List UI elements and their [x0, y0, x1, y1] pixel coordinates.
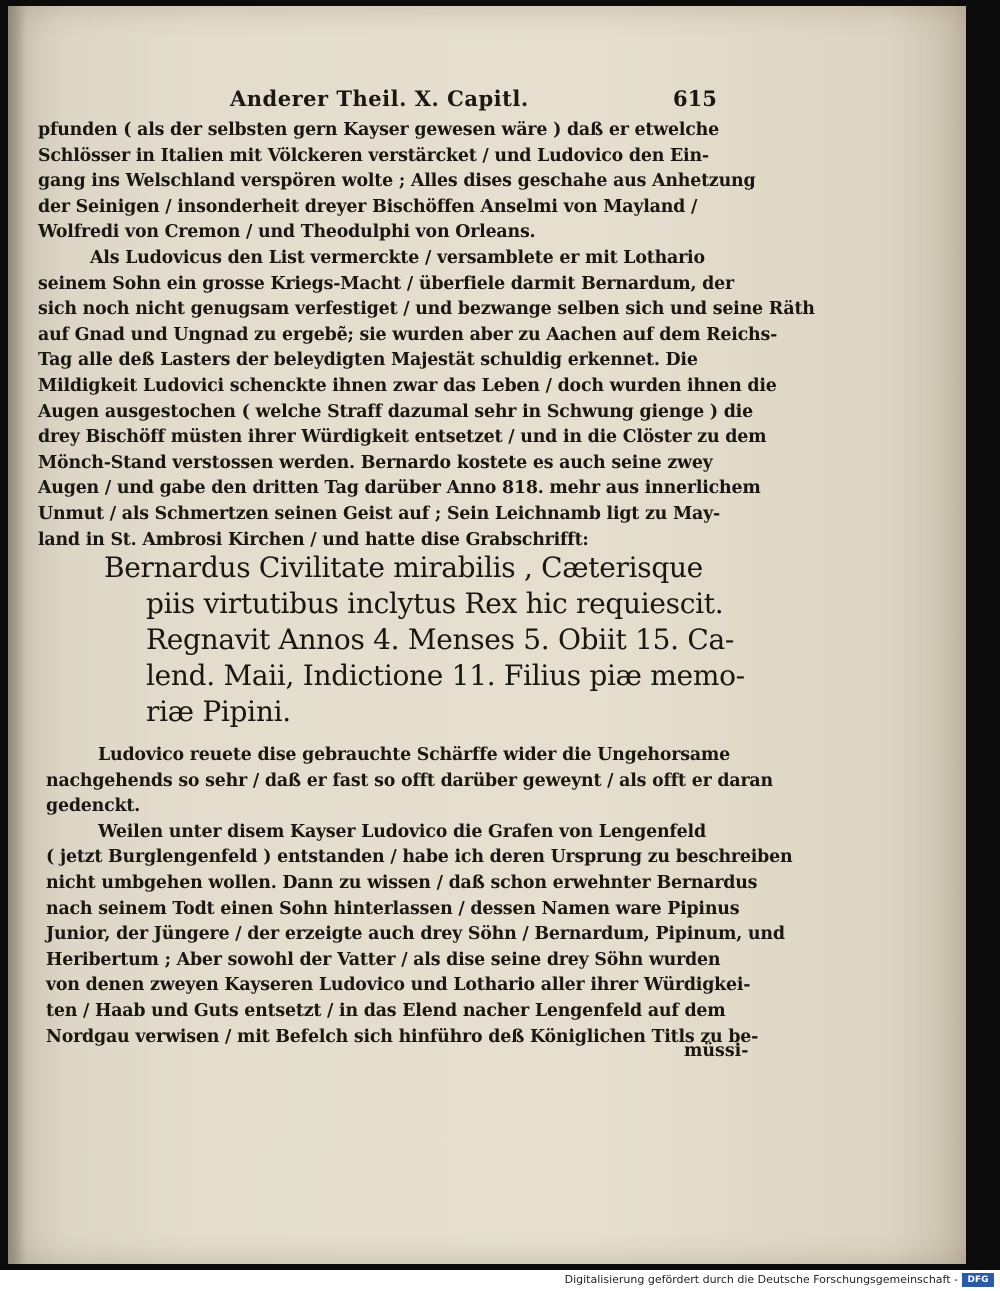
text-line: nach seinem Todt einen Sohn hinterlassen / dessen Namen ware Pipinus: [46, 898, 740, 919]
text-line: land in St. Ambrosi Kirchen / und hatte dise Grabschrifft:: [38, 529, 589, 550]
epitaph-line: lend. Maii, Indictione 11. Filius piæ memo-: [146, 659, 745, 692]
text-line: Augen ausgestochen ( welche Straff dazumal sehr in Schwung gienge ) die: [38, 401, 753, 422]
text-line: Als Ludovicus den List vermerckte / versamblete er mit Lothario: [90, 247, 705, 268]
text-line: gedenckt.: [46, 796, 141, 817]
text-line: drey Bischöff müsten ihrer Würdigkeit entsetzet / und in die Clöster zu dem: [38, 427, 767, 448]
text-line: Augen / und gabe den dritten Tag darüber Anno 818. mehr aus innerlichem: [38, 478, 761, 499]
page-gutter-shadow: [8, 6, 26, 1264]
epitaph-line: riæ Pipini.: [146, 695, 291, 728]
epitaph-line: Regnavit Annos 4. Menses 5. Obiit 15. Ca-: [146, 623, 735, 656]
page-number: 615: [673, 86, 717, 111]
text-line: Unmut / als Schmertzen seinen Geist auf ; Sein Leichnamb ligt zu May-: [38, 503, 721, 524]
footer-bar: [0, 1270, 1000, 1291]
epitaph-line: Bernardus Civilitate mirabilis , Cæterisque: [104, 551, 703, 584]
text-line: Nordgau verwisen / mit Befelch sich hinführo deß Königlichen Titls zu be-: [46, 1026, 759, 1047]
text-line: Heribertum ; Aber sowohl der Vatter / als dise seine drey Söhn wurden: [46, 949, 721, 970]
funding-credit: Digitalisierung gefördert durch die Deutsche Forschungsgemeinschaft -: [564, 1273, 958, 1286]
text-line: auf Gnad und Ungnad zu ergebẽ; sie wurden aber zu Aachen auf dem Reichs-: [38, 324, 778, 345]
text-line: Ludovico reuete dise gebrauchte Schärffe wider die Ungehorsame: [98, 745, 730, 765]
text-line: sich noch nicht genugsam verfestiget / und bezwange selben sich und seine Räth: [38, 299, 815, 320]
catchword: müssi-: [684, 1041, 749, 1061]
text-line: pfunden ( als der selbsten gern Kayser gewesen wäre ) daß er etwelche: [38, 120, 719, 140]
text-line: gang ins Welschland verspören wolte ; Alles dises geschahe aus Anhetzung: [38, 171, 756, 192]
epitaph-line: piis virtutibus inclytus Rex hic requiescit.: [146, 587, 724, 620]
text-line: Tag alle deß Lasters der beleydigten Majestät schuldig erkennet. Die: [38, 350, 698, 371]
book-page: [8, 6, 966, 1264]
text-line: Junior, der Jüngere / der erzeigte auch drey Söhn / Bernardum, Pipinum, und: [46, 924, 785, 945]
text-line: Mönch-Stand verstossen werden. Bernardo kostete es auch seine zwey: [38, 452, 713, 473]
text-line: Weilen unter disem Kayser Ludovico die Grafen von Lengenfeld: [98, 821, 706, 842]
text-line: von denen zweyen Kayseren Ludovico und Lothario aller ihrer Würdigkei-: [46, 975, 751, 996]
dfg-logo-icon: DFG: [962, 1273, 994, 1287]
text-line: nachgehends so sehr / daß er fast so offt darüber geweynt / als offt er daran: [46, 770, 773, 791]
text-line: nicht umbgehen wollen. Dann zu wissen / daß schon erwehnter Bernardus: [46, 872, 758, 893]
text-line: seinem Sohn ein grosse Kriegs-Macht / überfiele darmit Bernardum, der: [38, 273, 734, 294]
text-line: Mildigkeit Ludovici schenckte ihnen zwar das Leben / doch wurden ihnen die: [38, 375, 777, 396]
text-line: ( jetzt Burglengenfeld ) entstanden / habe ich deren Ursprung zu beschreiben: [46, 847, 793, 868]
text-line: ten / Haab und Guts entsetzt / in das Elend nacher Lengenfeld auf dem: [46, 1000, 726, 1021]
text-line: Wolfredi von Cremon / und Theodulphi von Orleans.: [38, 222, 536, 243]
epitaph-block: [104, 550, 744, 730]
body-text-lower: [46, 743, 793, 1050]
running-head-title: Anderer Theil. X. Capitl.: [230, 86, 529, 111]
body-text-upper: [38, 118, 815, 553]
text-line: der Seinigen / insonderheit dreyer Bischöffen Anselmi von Mayland /: [38, 196, 698, 217]
text-line: Schlösser in Italien mit Völckeren verstärcket / und Ludovico den Ein-: [38, 145, 709, 166]
